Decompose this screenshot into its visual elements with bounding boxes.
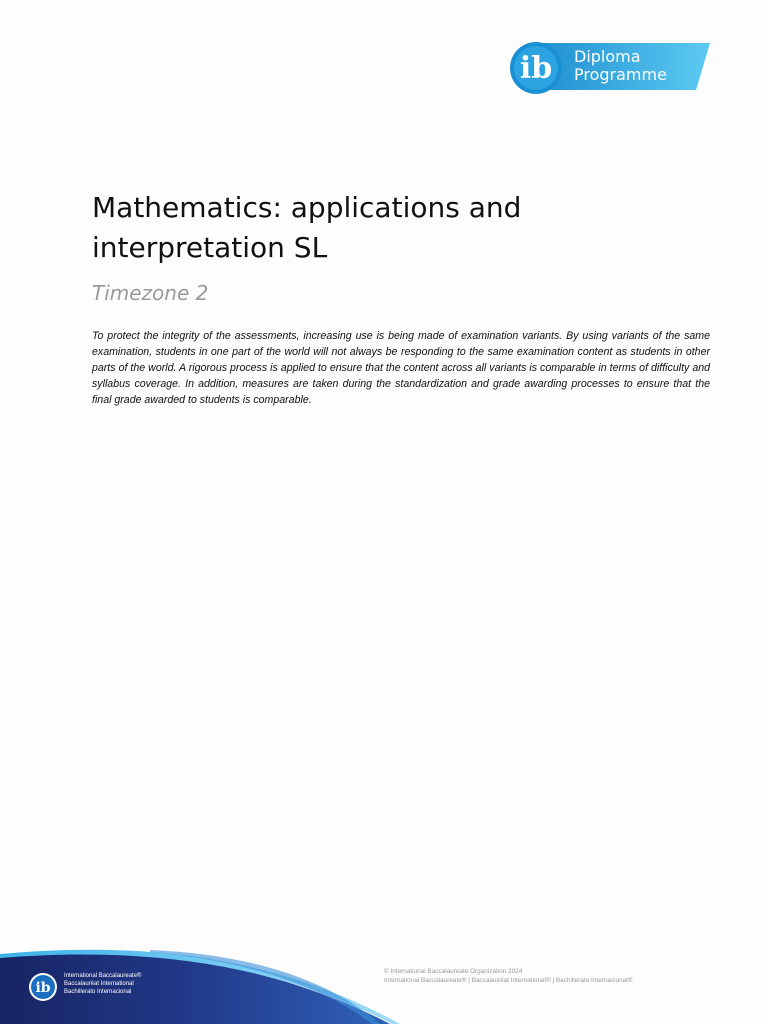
title-line-1: Mathematics: applications and: [92, 191, 522, 224]
ib-icon: [508, 40, 564, 96]
copyright-line: © International Baccalaureate Organization 2024: [384, 968, 523, 975]
ib-mark-text: ib: [519, 51, 553, 86]
org-name-es: Bachillerato Internacional: [64, 989, 132, 995]
logo-text-programme: Programme: [574, 65, 667, 84]
footer-copyright: [384, 967, 632, 985]
org-name-en: International Baccalaureate®: [64, 973, 142, 979]
footer-ib-icon: [28, 972, 58, 1002]
integrity-notice-paragraph: To protect the integrity of the assessments, increasing use is being made of examination variants. By using variants of the same examination, students in one part of the world will not always be responding to the same examination content as students in other parts of the world. A rigorous process is applied to ensure that the content across all variants is comparable in terms of difficulty and syllabus coverage. In addition, measures are taken during the standardization and grade awarding processes to ensure that the final grade awarded to students is comparable.: [92, 330, 710, 406]
org-name-fr: Baccalauréat International: [64, 981, 134, 987]
footer-ib-mark-text: ib: [35, 980, 51, 996]
footer-org-names: [64, 972, 141, 996]
trademark-line: International Baccalaureate® | Baccalauréat International® | Bachillerato Internacional®: [384, 977, 633, 984]
diploma-programme-logo: [508, 40, 712, 96]
document-subtitle: Timezone 2: [92, 281, 209, 305]
title-line-2: interpretation SL: [92, 231, 328, 264]
logo-text-diploma: Diploma: [574, 47, 641, 66]
document-title: [92, 188, 612, 268]
